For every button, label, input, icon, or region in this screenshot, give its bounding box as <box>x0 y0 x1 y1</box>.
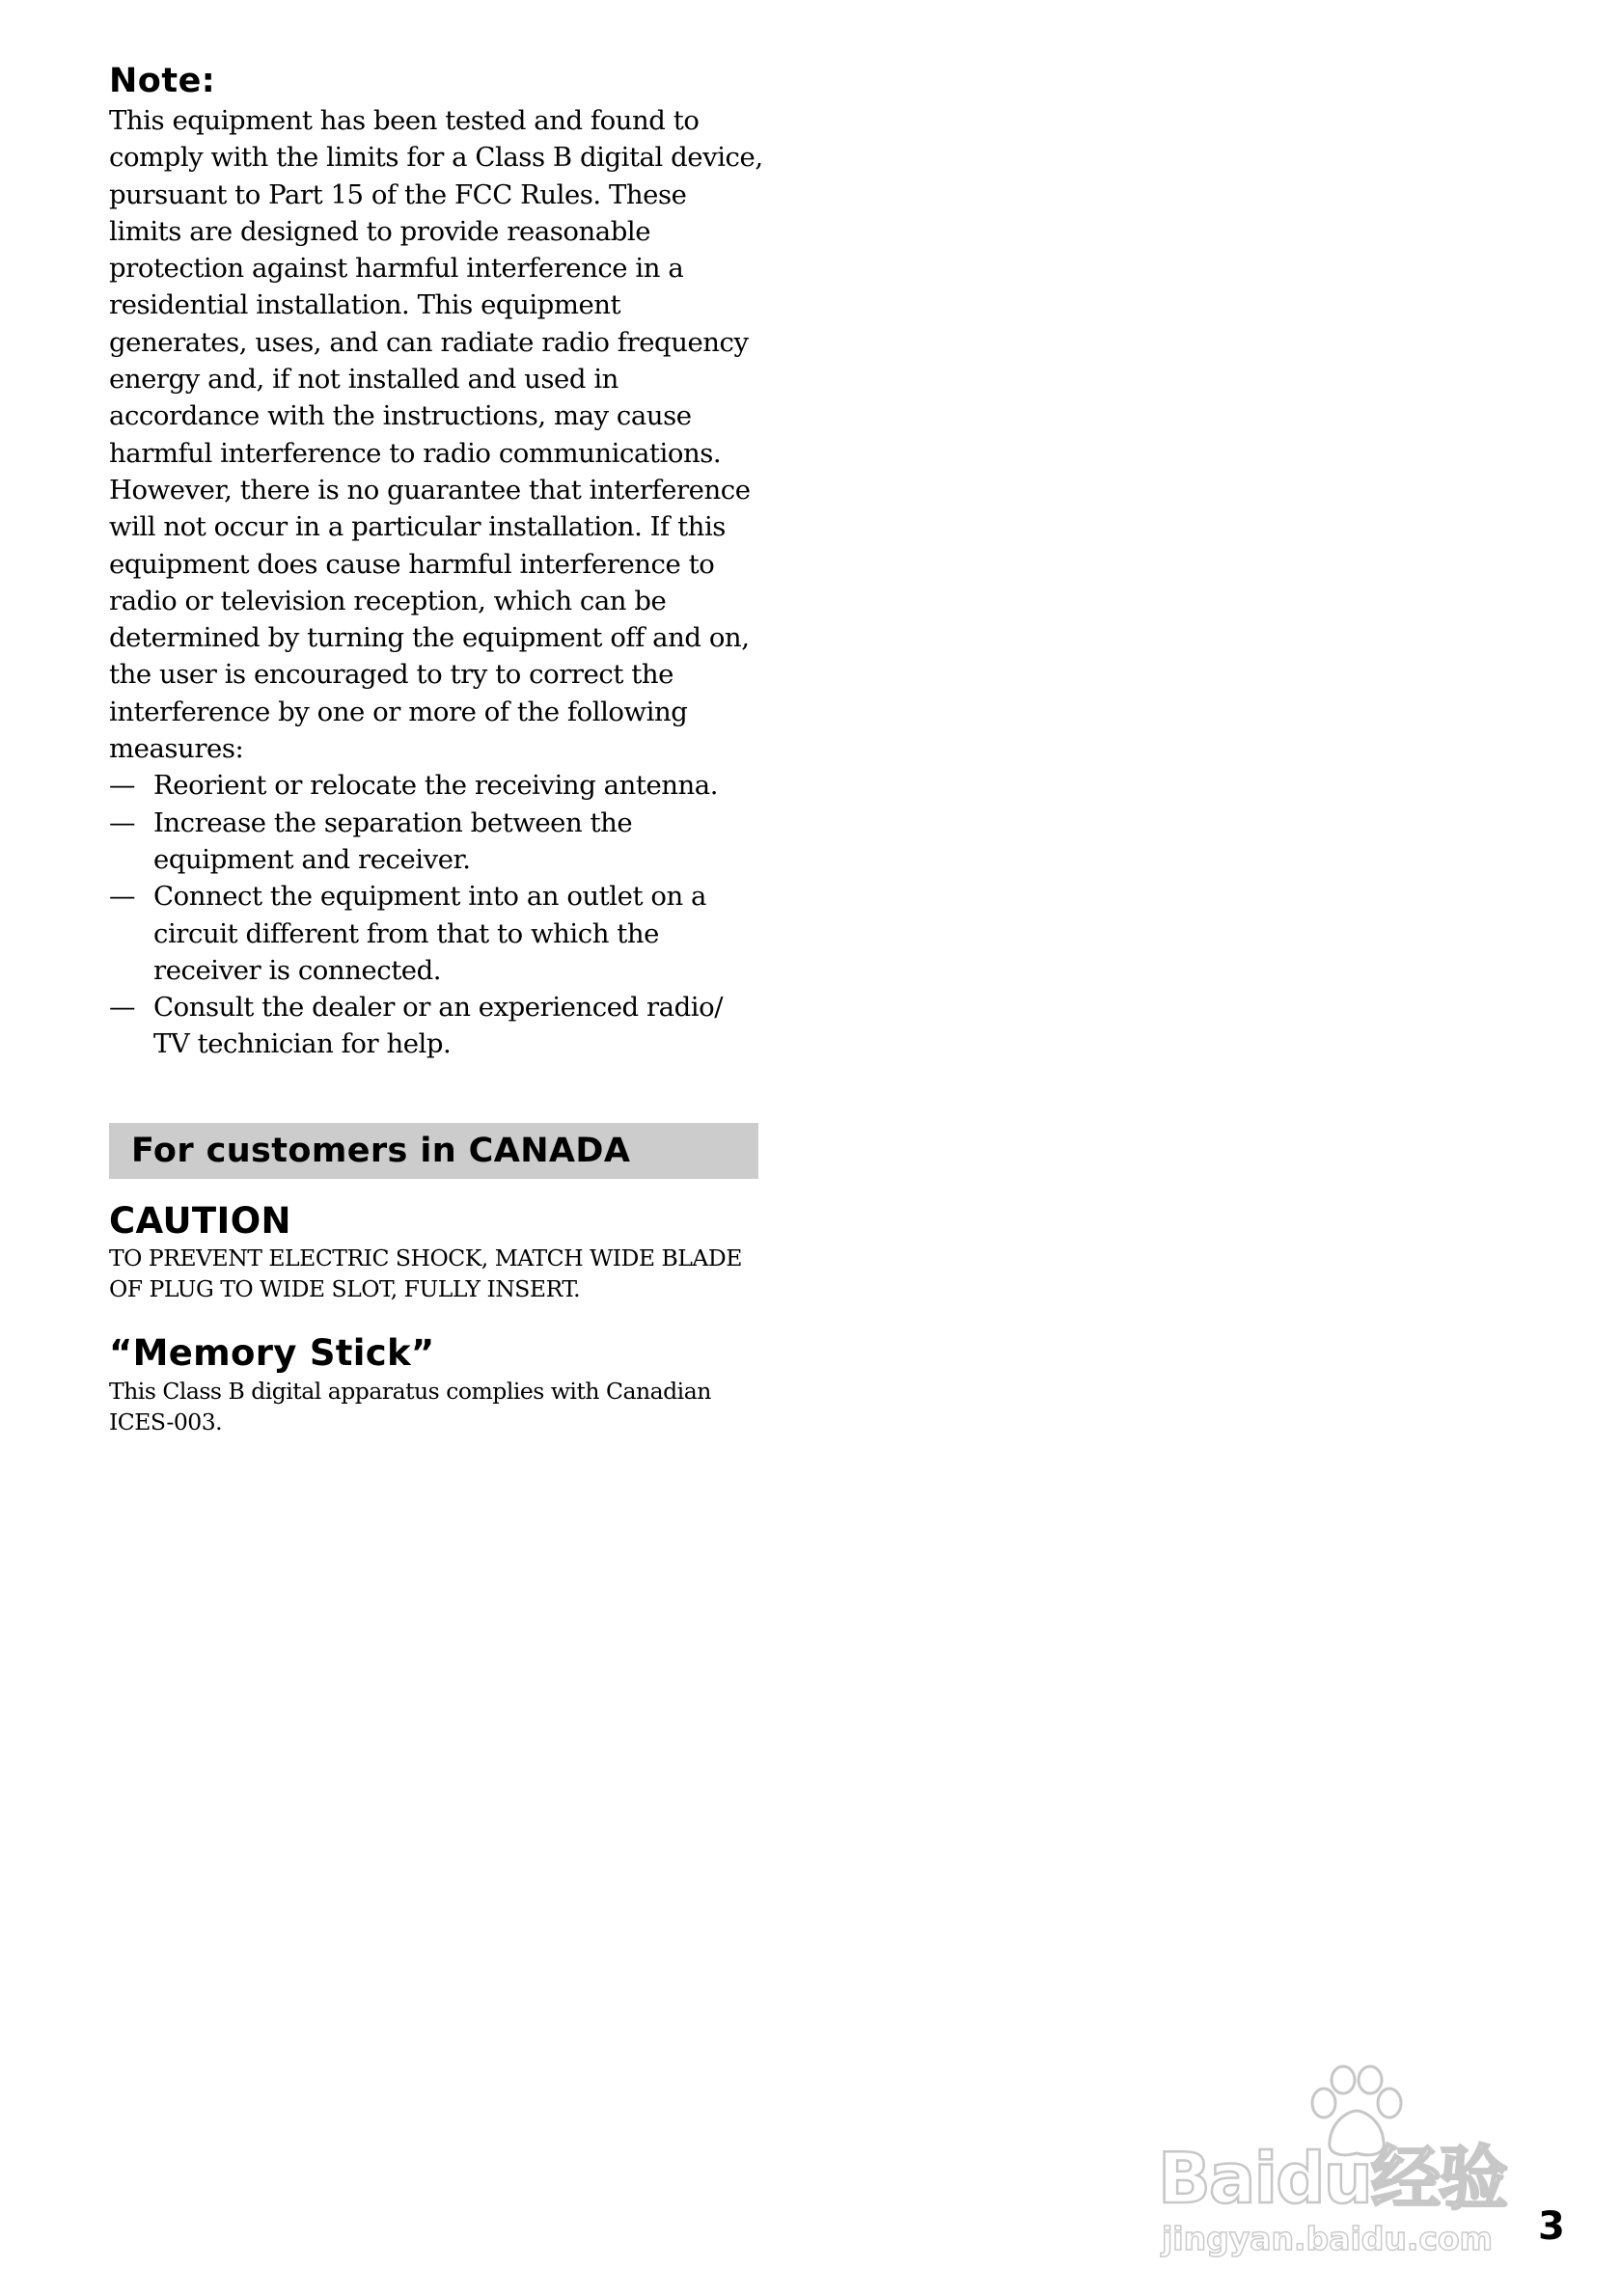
caution-text: TO PREVENT ELECTRIC SHOCK, MATCH WIDE BLADE OF PLUG TO WIDE SLOT, FULLY INSERT. <box>109 1244 742 1302</box>
canada-section-bar <box>109 1123 758 1179</box>
memory-stick-heading: “Memory Stick” <box>109 1331 435 1374</box>
note-heading: Note: <box>109 62 216 100</box>
measure-text: Increase the separation between the equipment and receiver. <box>153 806 633 875</box>
measures-list <box>109 767 765 1062</box>
baidu-watermark <box>1158 2064 1534 2257</box>
dash-bullet: — <box>109 881 136 913</box>
list-item <box>109 989 765 1063</box>
watermark-brand: Baidu经验 <box>1158 2138 1506 2219</box>
note-paragraph: This equipment has been tested and found to comply with the limits for a Class B digital device, pursuant to Part 15 of the FCC Rules. These limits are designed to provide reasonable protection against harmful interference in a residential installation. This equipment generates, uses, and can radiate radio frequency energy and, if not installed and used in accordance with the instructions, may cause harmful interference to radio communications. However, there is no guarantee that interference will not occur in a particular installation. If this equipment does cause harmful interference to radio or television reception, which can be determined by turning the equipment off and on, the user is encouraged to try to correct the interference by one or more of the following measures: <box>109 105 763 765</box>
measure-text: Reorient or relocate the receiving antenna. <box>153 770 719 802</box>
dash-bullet: — <box>109 992 136 1024</box>
dash-bullet: — <box>109 770 136 802</box>
list-item <box>109 878 765 989</box>
watermark-domain: jingyan.baidu.com <box>1162 2220 1494 2257</box>
main-column <box>109 60 765 1437</box>
measure-text: Consult the dealer or an experienced radio/ TV technician for help. <box>153 992 724 1060</box>
page-number: 3 <box>1538 2204 1565 2249</box>
measure-text: Connect the equipment into an outlet on a circuit different from that to which the receiver is connected. <box>153 881 706 986</box>
caution-heading: CAUTION <box>109 1199 291 1242</box>
dash-bullet: — <box>109 806 136 838</box>
list-item <box>109 805 765 879</box>
list-item <box>109 767 765 804</box>
memory-stick-text: This Class B digital apparatus complies with Canadian ICES-003. <box>109 1377 711 1435</box>
canada-section-title: For customers in CANADA <box>131 1131 631 1170</box>
